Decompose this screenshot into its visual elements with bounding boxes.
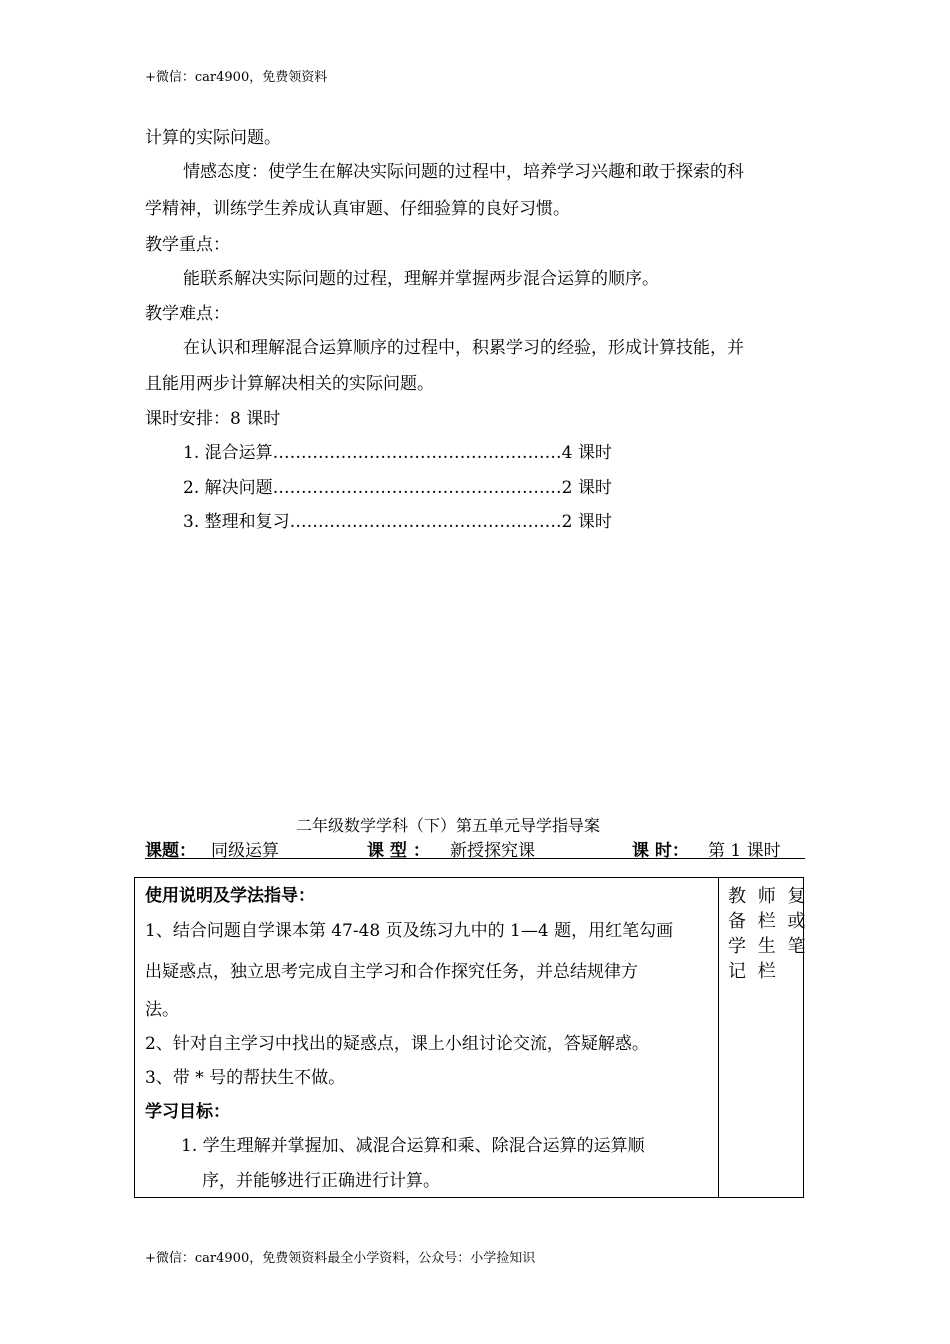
guide-table [134, 877, 809, 1198]
body-line: 情感态度：使学生在解决实际问题的过程中，培养学习兴趣和敢于探索的科 [183, 162, 744, 182]
schedule-item: 2. 解决问题……………………………………………2 课时 [183, 478, 612, 498]
schedule-heading: 课时安排：8 课时 [145, 409, 281, 429]
footer-text: +微信：car4900，免费领资料最全小学资料，公众号：小学捡知识 [145, 1251, 536, 1266]
body-line: 在认识和理解混合运算顺序的过程中，积累学习的经验，形成计算技能，并 [183, 338, 744, 358]
guide-line: 出疑惑点，独立思考完成自主学习和合作探究任务，并总结规律方 [145, 962, 638, 982]
guide-line: 1、结合问题自学课本第 47-48 页及练习九中的 1—4 题，用红笔勾画 [145, 921, 674, 941]
period-value: 第 1 课时 [708, 841, 781, 861]
type-label: 课 型 ： [367, 841, 430, 861]
guide-line: 3、带 * 号的帮扶生不做。 [145, 1068, 346, 1088]
body-line: 计算的实际问题。 [145, 128, 281, 148]
section-title: 二年级数学学科（下）第五单元导学指导案 [296, 816, 601, 835]
side-column-line: 教 师 复 [728, 886, 809, 907]
side-column-line: 记 栏 [728, 961, 779, 982]
period-label: 课 时： [632, 841, 689, 861]
topic-label: 课题： [145, 841, 196, 861]
header-watermark: +微信：car4900，免费领资料 [145, 70, 328, 85]
schedule-item: 3. 整理和复习…………………………………………2 课时 [183, 512, 612, 532]
goal-line: 1. 学生理解并掌握加、减混合运算和乘、除混合运算的运算顺 [181, 1136, 645, 1156]
type-value: 新授探究课 [450, 841, 535, 861]
guide-line: 2、针对自主学习中找出的疑惑点，课上小组讨论交流，答疑解惑。 [145, 1034, 649, 1054]
heading-key-points: 教学重点： [145, 235, 230, 255]
body-line: 学精神，训练学生养成认真审题、仔细验算的良好习惯。 [145, 199, 570, 219]
column-divider [718, 878, 719, 1197]
guide-line: 法。 [145, 1000, 179, 1020]
guide-heading: 使用说明及学法指导： [145, 886, 315, 906]
side-column-line: 备 栏 或 [728, 911, 809, 932]
body-line: 能联系解决实际问题的过程，理解并掌握两步混合运算的顺序。 [183, 269, 659, 289]
goals-heading: 学习目标： [145, 1102, 230, 1122]
body-line: 且能用两步计算解决相关的实际问题。 [145, 374, 434, 394]
side-column-line: 学 生 笔 [728, 936, 809, 957]
heading-difficulties: 教学难点： [145, 304, 230, 324]
lesson-info-row [145, 836, 805, 859]
goal-line: 序，并能够进行正确进行计算。 [202, 1171, 440, 1191]
topic-value: 同级运算 [211, 841, 279, 861]
schedule-item: 1. 混合运算……………………………………………4 课时 [183, 443, 612, 463]
